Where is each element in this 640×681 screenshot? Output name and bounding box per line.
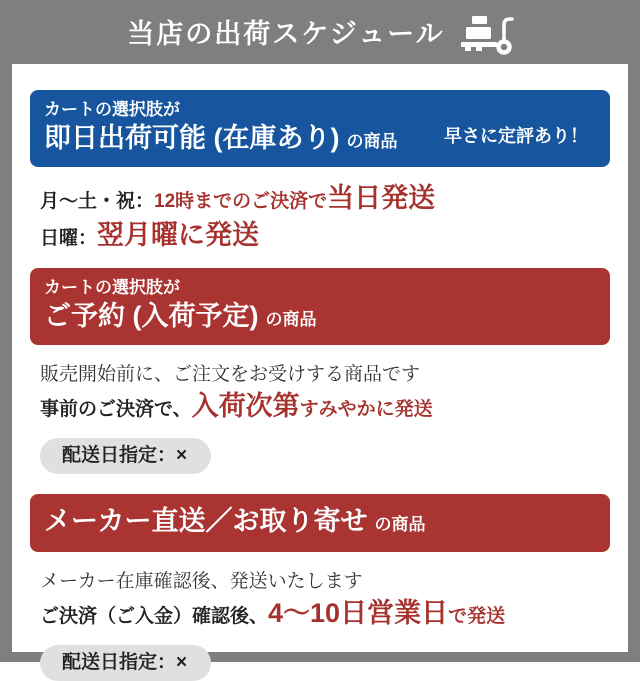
- rule-label: 月〜土・祝：: [40, 191, 155, 212]
- same-day-sunday-rule: [40, 219, 610, 256]
- hand-truck-icon: [461, 15, 513, 55]
- rule-result: 当日発送: [327, 183, 436, 213]
- preorder-description: [40, 360, 610, 390]
- banner-title: メーカー直送／お取り寄せ: [44, 506, 368, 536]
- maker-direct-shipping-rule: [40, 597, 610, 634]
- rule-condition: すみやかに: [299, 399, 395, 420]
- rule-result: 入荷次第: [191, 391, 300, 421]
- rule-label: 日曜：: [40, 228, 98, 249]
- same-day-weekday-rule: [40, 182, 610, 219]
- preorder-details: [40, 360, 610, 427]
- rule-label: 事前のご決済で、: [40, 399, 192, 420]
- same-day-details: [40, 182, 610, 256]
- maker-direct-description: [40, 567, 610, 597]
- banner-title: 即日出荷可能 (在庫あり): [44, 123, 340, 154]
- banner-same-day-shipping: [30, 90, 610, 167]
- description-text: メーカー在庫確認後、発送いたします: [40, 570, 363, 592]
- rule-tail: 発送: [394, 399, 433, 420]
- banner-note: 早さに定評あり！: [444, 126, 588, 146]
- maker-direct-details: [40, 567, 610, 634]
- rule-condition: 12時までのご決済で: [154, 191, 328, 212]
- rule-label: ご決済（ご入金）確認後、: [40, 605, 269, 627]
- delivery-date-badge: 配送日指定：×: [40, 645, 211, 681]
- rule-result: 4〜10日営業日: [268, 597, 449, 628]
- preorder-pill-row: [40, 438, 610, 474]
- banner-topline: カートの選択肢が: [44, 278, 180, 297]
- banner-mainline: [44, 505, 596, 539]
- page-title: 当店の出荷スケジュール: [127, 18, 445, 49]
- maker-direct-pill-row: [40, 645, 610, 681]
- delivery-date-badge: 配送日指定：×: [40, 438, 211, 474]
- content-panel: [12, 64, 628, 673]
- titlebar: [0, 0, 640, 64]
- banner-maker-direct: [30, 494, 610, 552]
- banner-title: ご予約 (入荷予定): [44, 301, 259, 332]
- preorder-shipping-rule: [40, 390, 610, 427]
- rule-tail: 発送: [467, 605, 506, 627]
- banner-suffix: の商品: [374, 515, 426, 534]
- banner-suffix: の商品: [265, 310, 317, 330]
- rule-condition: で: [448, 605, 468, 627]
- description-text: 販売開始前に、ご注文をお受けする商品です: [40, 364, 421, 385]
- rule-result: 翌月曜に発送: [97, 220, 260, 250]
- banner-mainline: [44, 300, 596, 334]
- banner-preorder: [30, 268, 610, 345]
- banner-suffix: の商品: [346, 132, 398, 152]
- banner-topline: カートの選択肢が: [44, 100, 180, 119]
